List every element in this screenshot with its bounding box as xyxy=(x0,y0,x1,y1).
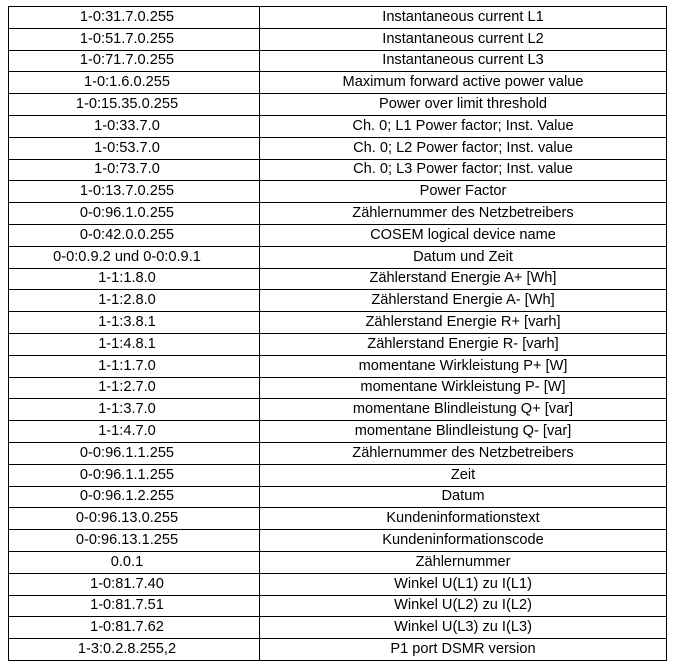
obis-code-cell: 0-0:96.1.2.255 xyxy=(9,486,260,508)
obis-code-cell: 0-0:96.1.1.255 xyxy=(9,464,260,486)
obis-code-cell: 0-0:0.9.2 und 0-0:0.9.1 xyxy=(9,246,260,268)
obis-code-cell: 1-1:4.8.1 xyxy=(9,333,260,355)
table-row xyxy=(9,181,667,203)
table-row xyxy=(9,7,667,29)
obis-code-cell: 1-0:31.7.0.255 xyxy=(9,7,260,29)
table-row xyxy=(9,312,667,334)
obis-code-cell: 1-0:13.7.0.255 xyxy=(9,181,260,203)
obis-code-cell: 1-1:2.7.0 xyxy=(9,377,260,399)
obis-code-cell: 0-0:96.1.1.255 xyxy=(9,442,260,464)
table-row xyxy=(9,595,667,617)
table-row xyxy=(9,94,667,116)
description-cell: Kundeninformationstext xyxy=(260,508,667,530)
obis-code-cell: 1-0:51.7.0.255 xyxy=(9,28,260,50)
obis-code-cell: 1-0:71.7.0.255 xyxy=(9,50,260,72)
table-row xyxy=(9,377,667,399)
table-row xyxy=(9,203,667,225)
obis-code-cell: 1-0:53.7.0 xyxy=(9,137,260,159)
table-row xyxy=(9,246,667,268)
description-cell: Datum xyxy=(260,486,667,508)
description-cell: Zählerstand Energie R- [varh] xyxy=(260,333,667,355)
description-cell: P1 port DSMR version xyxy=(260,639,667,661)
table-row xyxy=(9,639,667,661)
obis-code-cell: 1-1:1.8.0 xyxy=(9,268,260,290)
description-cell: Zählernummer des Netzbetreibers xyxy=(260,203,667,225)
table-row xyxy=(9,486,667,508)
table-row xyxy=(9,399,667,421)
obis-code-cell: 1-0:73.7.0 xyxy=(9,159,260,181)
description-cell: Maximum forward active power value xyxy=(260,72,667,94)
obis-code-cell: 0-0:96.1.0.255 xyxy=(9,203,260,225)
table-row xyxy=(9,355,667,377)
description-cell: Instantaneous current L2 xyxy=(260,28,667,50)
description-cell: Zeit xyxy=(260,464,667,486)
table-row xyxy=(9,421,667,443)
obis-code-cell: 1-1:1.7.0 xyxy=(9,355,260,377)
obis-code-cell: 1-1:3.8.1 xyxy=(9,312,260,334)
obis-code-table-body xyxy=(9,7,667,661)
obis-code-cell: 1-0:81.7.62 xyxy=(9,617,260,639)
obis-code-cell: 1-1:2.8.0 xyxy=(9,290,260,312)
obis-code-cell: 1-0:33.7.0 xyxy=(9,115,260,137)
description-cell: Ch. 0; L3 Power factor; Inst. value xyxy=(260,159,667,181)
obis-code-cell: 0.0.1 xyxy=(9,551,260,573)
obis-code-cell: 1-0:1.6.0.255 xyxy=(9,72,260,94)
description-cell: Winkel U(L2) zu I(L2) xyxy=(260,595,667,617)
description-cell: momentane Wirkleistung P+ [W] xyxy=(260,355,667,377)
description-cell: Kundeninformationscode xyxy=(260,530,667,552)
description-cell: Datum und Zeit xyxy=(260,246,667,268)
table-row xyxy=(9,159,667,181)
obis-code-cell: 0-0:42.0.0.255 xyxy=(9,224,260,246)
description-cell: Power over limit threshold xyxy=(260,94,667,116)
table-row xyxy=(9,442,667,464)
description-cell: Zählerstand Energie R+ [varh] xyxy=(260,312,667,334)
description-cell: momentane Wirkleistung P- [W] xyxy=(260,377,667,399)
table-row xyxy=(9,290,667,312)
table-row xyxy=(9,28,667,50)
description-cell: momentane Blindleistung Q- [var] xyxy=(260,421,667,443)
description-cell: Ch. 0; L1 Power factor; Inst. Value xyxy=(260,115,667,137)
description-cell: momentane Blindleistung Q+ [var] xyxy=(260,399,667,421)
obis-code-cell: 1-3:0.2.8.255,2 xyxy=(9,639,260,661)
description-cell: Zählerstand Energie A+ [Wh] xyxy=(260,268,667,290)
table-row xyxy=(9,224,667,246)
table-row xyxy=(9,50,667,72)
obis-code-cell: 0-0:96.13.0.255 xyxy=(9,508,260,530)
obis-code-cell: 1-0:81.7.40 xyxy=(9,573,260,595)
table-row xyxy=(9,530,667,552)
table-row xyxy=(9,268,667,290)
table-row xyxy=(9,551,667,573)
description-cell: Winkel U(L1) zu I(L1) xyxy=(260,573,667,595)
obis-code-cell: 0-0:96.13.1.255 xyxy=(9,530,260,552)
description-cell: Zählernummer des Netzbetreibers xyxy=(260,442,667,464)
description-cell: Instantaneous current L3 xyxy=(260,50,667,72)
obis-code-cell: 1-1:3.7.0 xyxy=(9,399,260,421)
description-cell: Winkel U(L3) zu I(L3) xyxy=(260,617,667,639)
description-cell: Zählernummer xyxy=(260,551,667,573)
description-cell: COSEM logical device name xyxy=(260,224,667,246)
description-cell: Instantaneous current L1 xyxy=(260,7,667,29)
table-row xyxy=(9,333,667,355)
table-row xyxy=(9,617,667,639)
table-row xyxy=(9,115,667,137)
description-cell: Power Factor xyxy=(260,181,667,203)
obis-code-cell: 1-0:81.7.51 xyxy=(9,595,260,617)
obis-code-table xyxy=(8,6,667,661)
description-cell: Ch. 0; L2 Power factor; Inst. value xyxy=(260,137,667,159)
obis-code-cell: 1-0:15.35.0.255 xyxy=(9,94,260,116)
table-row xyxy=(9,508,667,530)
table-row xyxy=(9,464,667,486)
table-row xyxy=(9,72,667,94)
description-cell: Zählerstand Energie A- [Wh] xyxy=(260,290,667,312)
table-row xyxy=(9,137,667,159)
obis-code-cell: 1-1:4.7.0 xyxy=(9,421,260,443)
obis-code-table-container xyxy=(8,6,666,661)
table-row xyxy=(9,573,667,595)
